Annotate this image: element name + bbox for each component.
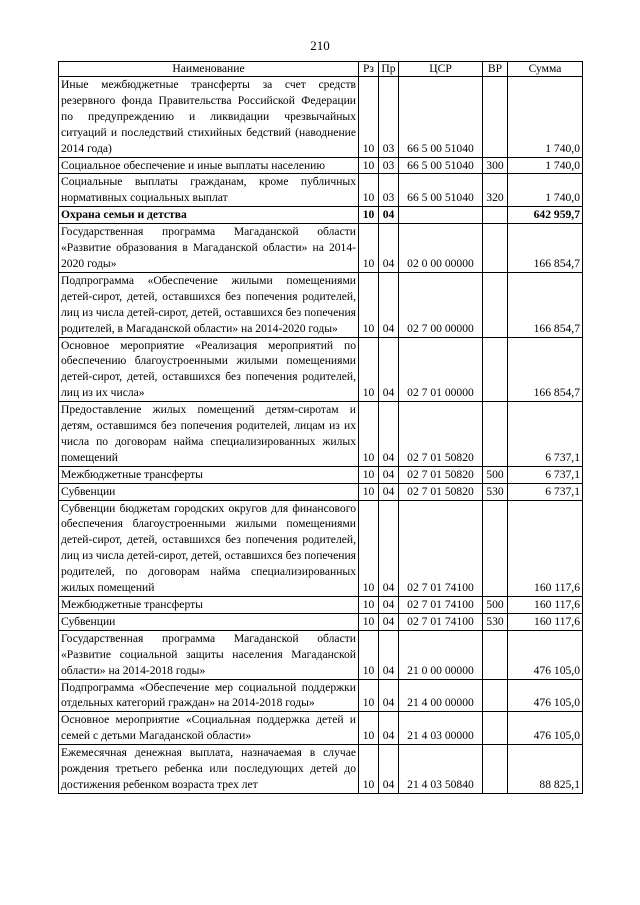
cell-name: Охрана семьи и детства	[59, 207, 359, 224]
header-sum: Сумма	[508, 62, 583, 77]
header-csr: ЦСР	[399, 62, 483, 77]
cell-rz: 10	[359, 337, 379, 402]
table-row	[59, 466, 583, 483]
cell-sum: 160 117,6	[508, 613, 583, 630]
cell-name: Предоставление жилых помещений детям-сиротам и детям, оставшимся без попечения родителей, лицам из их числа по договорам найма специализированных жилых помещений	[59, 402, 359, 467]
cell-pr: 04	[379, 337, 399, 402]
table-row	[59, 679, 583, 712]
header-vr: ВР	[483, 62, 508, 77]
cell-vr	[483, 500, 508, 596]
cell-vr	[483, 272, 508, 337]
cell-rz: 10	[359, 679, 379, 712]
cell-pr: 04	[379, 613, 399, 630]
cell-vr	[483, 712, 508, 745]
cell-vr: 500	[483, 597, 508, 614]
cell-rz: 10	[359, 207, 379, 224]
cell-csr: 02 7 01 50820	[399, 483, 483, 500]
cell-rz: 10	[359, 597, 379, 614]
cell-sum: 166 854,7	[508, 224, 583, 273]
cell-vr	[483, 337, 508, 402]
cell-pr: 04	[379, 745, 399, 794]
table-row	[59, 712, 583, 745]
cell-vr: 500	[483, 466, 508, 483]
cell-name: Государственная программа Магаданской области «Развитие образования в Магаданской области» на 2014-2020 годы»	[59, 224, 359, 273]
cell-csr: 21 4 03 50840	[399, 745, 483, 794]
cell-name: Государственная программа Магаданской области «Развитие социальной защиты населения Магаданской области» на 2014-2018 годы»	[59, 630, 359, 679]
table-row	[59, 483, 583, 500]
cell-rz: 10	[359, 466, 379, 483]
cell-rz: 10	[359, 500, 379, 596]
table-row	[59, 337, 583, 402]
cell-sum: 1 740,0	[508, 77, 583, 158]
cell-name: Основное мероприятие «Реализация мероприятий по обеспечению благоустроенными жилыми помещениями детей-сирот, детей, оставшихся без попечения родителей, лиц из их числа»	[59, 337, 359, 402]
cell-csr: 02 7 01 50820	[399, 466, 483, 483]
cell-name: Ежемесячная денежная выплата, назначаемая в случае рождения третьего ребенка или последующих детей до достижения ребенком возраста трех лет	[59, 745, 359, 794]
cell-name: Субвенции	[59, 613, 359, 630]
cell-sum: 1 740,0	[508, 157, 583, 174]
cell-rz: 10	[359, 157, 379, 174]
cell-csr: 02 7 01 50820	[399, 402, 483, 467]
cell-pr: 04	[379, 597, 399, 614]
cell-csr: 02 7 01 74100	[399, 613, 483, 630]
cell-vr	[483, 745, 508, 794]
cell-csr: 02 0 00 00000	[399, 224, 483, 273]
header-rz: Рз	[359, 62, 379, 77]
header-row	[59, 62, 583, 77]
cell-vr	[483, 77, 508, 158]
cell-vr: 300	[483, 157, 508, 174]
table-row	[59, 597, 583, 614]
cell-name: Межбюджетные трансферты	[59, 597, 359, 614]
cell-vr: 530	[483, 613, 508, 630]
cell-sum: 476 105,0	[508, 712, 583, 745]
cell-name: Иные межбюджетные трансферты за счет средств резервного фонда Правительства Российской Федерации по предупреждению и ликвидации чрезвычайных ситуаций и последствий стихийных бедствий (наводнение 2014 года)	[59, 77, 359, 158]
cell-sum: 6 737,1	[508, 483, 583, 500]
cell-name: Подпрограмма «Обеспечение жилыми помещениями детей-сирот, детей, оставшихся без попечения родителей, лиц из числа детей-сирот, детей, оставшихся без попечения родителей, в Магаданской области» на 2014-2020 годы»	[59, 272, 359, 337]
cell-pr: 04	[379, 402, 399, 467]
cell-vr	[483, 207, 508, 224]
cell-rz: 10	[359, 174, 379, 207]
table-row	[59, 500, 583, 596]
cell-rz: 10	[359, 272, 379, 337]
table-row	[59, 402, 583, 467]
cell-name: Социальное обеспечение и иные выплаты населению	[59, 157, 359, 174]
cell-name: Межбюджетные трансферты	[59, 466, 359, 483]
cell-pr: 04	[379, 272, 399, 337]
cell-rz: 10	[359, 77, 379, 158]
cell-csr: 21 0 00 00000	[399, 630, 483, 679]
cell-name: Подпрограмма «Обеспечение мер социальной поддержки отдельных категорий граждан» на 2014-2018 годы»	[59, 679, 359, 712]
table-row	[59, 272, 583, 337]
cell-rz: 10	[359, 483, 379, 500]
cell-rz: 10	[359, 630, 379, 679]
cell-csr: 02 7 01 74100	[399, 500, 483, 596]
cell-csr: 21 4 00 00000	[399, 679, 483, 712]
cell-vr	[483, 630, 508, 679]
cell-pr: 04	[379, 483, 399, 500]
table-row	[59, 630, 583, 679]
cell-csr	[399, 207, 483, 224]
cell-rz: 10	[359, 613, 379, 630]
cell-name: Социальные выплаты гражданам, кроме публичных нормативных социальных выплат	[59, 174, 359, 207]
table-row	[59, 77, 583, 158]
cell-pr: 04	[379, 500, 399, 596]
table-row	[59, 174, 583, 207]
cell-pr: 03	[379, 77, 399, 158]
cell-rz: 10	[359, 224, 379, 273]
table-row	[59, 157, 583, 174]
cell-pr: 03	[379, 174, 399, 207]
cell-pr: 04	[379, 630, 399, 679]
cell-sum: 160 117,6	[508, 500, 583, 596]
cell-pr: 04	[379, 207, 399, 224]
cell-vr	[483, 402, 508, 467]
table-row	[59, 207, 583, 224]
cell-vr	[483, 679, 508, 712]
cell-vr	[483, 224, 508, 273]
cell-name: Основное мероприятие «Социальная поддержка детей и семей с детьми Магаданской области»	[59, 712, 359, 745]
cell-rz: 10	[359, 712, 379, 745]
cell-sum: 6 737,1	[508, 402, 583, 467]
cell-pr: 04	[379, 679, 399, 712]
cell-sum: 160 117,6	[508, 597, 583, 614]
cell-rz: 10	[359, 402, 379, 467]
budget-table	[58, 61, 583, 794]
header-pr: Пр	[379, 62, 399, 77]
cell-sum: 166 854,7	[508, 272, 583, 337]
cell-pr: 04	[379, 466, 399, 483]
cell-csr: 66 5 00 51040	[399, 174, 483, 207]
cell-sum: 166 854,7	[508, 337, 583, 402]
cell-sum: 476 105,0	[508, 679, 583, 712]
cell-pr: 03	[379, 157, 399, 174]
cell-vr: 320	[483, 174, 508, 207]
table-row	[59, 224, 583, 273]
cell-vr: 530	[483, 483, 508, 500]
cell-csr: 02 7 00 00000	[399, 272, 483, 337]
page-number: 210	[310, 38, 330, 53]
table-row	[59, 613, 583, 630]
cell-sum: 476 105,0	[508, 630, 583, 679]
cell-csr: 66 5 00 51040	[399, 157, 483, 174]
cell-sum: 6 737,1	[508, 466, 583, 483]
cell-csr: 02 7 01 00000	[399, 337, 483, 402]
cell-csr: 02 7 01 74100	[399, 597, 483, 614]
cell-csr: 21 4 03 00000	[399, 712, 483, 745]
cell-sum: 88 825,1	[508, 745, 583, 794]
cell-pr: 04	[379, 224, 399, 273]
cell-name: Субвенции	[59, 483, 359, 500]
cell-name: Субвенции бюджетам городских округов для финансового обеспечения благоустроенными жилыми помещениями детей-сирот, детей, оставшихся без попечения родителей, лиц из числа детей-сирот, детей, оставшихся без попечения родителей, по договорам найма специализированных жилых помещений	[59, 500, 359, 596]
cell-sum: 642 959,7	[508, 207, 583, 224]
cell-pr: 04	[379, 712, 399, 745]
cell-csr: 66 5 00 51040	[399, 77, 483, 158]
cell-rz: 10	[359, 745, 379, 794]
cell-sum: 1 740,0	[508, 174, 583, 207]
header-name: Наименование	[59, 62, 359, 77]
table-row	[59, 745, 583, 794]
table-body	[59, 77, 583, 794]
